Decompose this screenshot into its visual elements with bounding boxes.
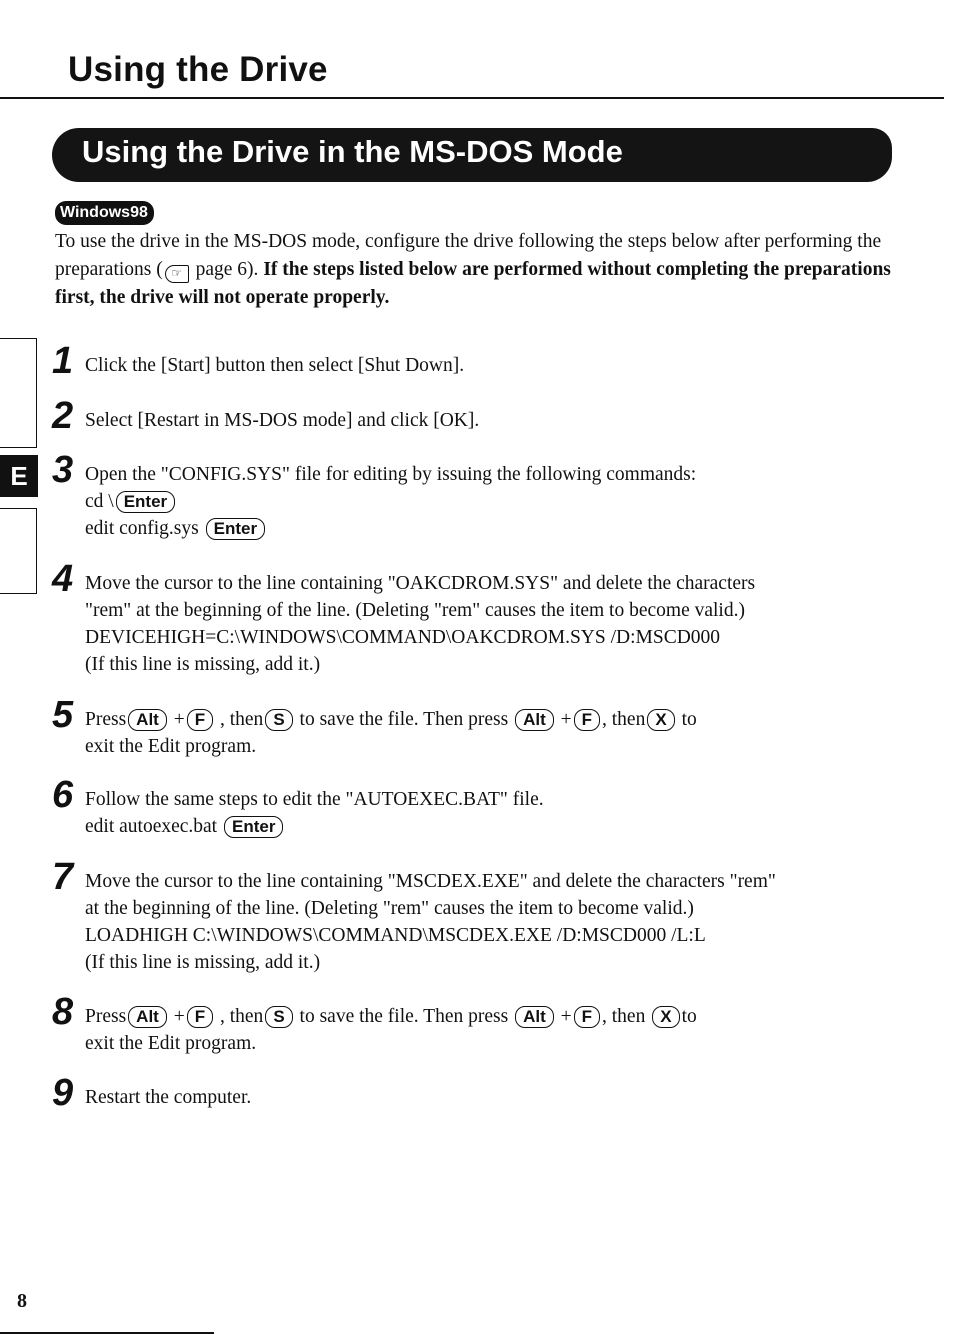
step-number: 8 xyxy=(52,991,74,1033)
plus-text: + xyxy=(560,1006,572,1027)
f-key: F xyxy=(187,1006,213,1028)
x-key: X xyxy=(652,1006,679,1028)
section-title: Using the Drive in the MS-DOS Mode xyxy=(82,134,623,169)
step-number: 2 xyxy=(52,395,74,437)
then-text: , then xyxy=(219,1006,264,1027)
step-text: "rem" at the beginning of the line. (Deleting "rem" causes the item to become valid.) xyxy=(85,600,745,621)
step-1 xyxy=(52,340,902,382)
command-line xyxy=(85,488,902,515)
plus-text: + xyxy=(173,1006,185,1027)
save-text: to save the file. Then press xyxy=(299,1006,509,1027)
step-text: Open the "CONFIG.SYS" file for editing by issuing the following commands: xyxy=(85,464,697,485)
save-text: to save the file. Then press xyxy=(299,709,509,730)
side-bracket-top xyxy=(0,338,37,448)
intro-paragraph xyxy=(55,228,900,312)
plus-text: + xyxy=(560,709,572,730)
step-4 xyxy=(52,558,902,678)
step-text: at the beginning of the line. (Deleting "rem" causes the item to become valid.) xyxy=(85,898,694,919)
step-note: (If this line is missing, add it.) xyxy=(85,654,321,675)
step-text: Select [Restart in MS-DOS mode] and click [OK]. xyxy=(85,410,480,431)
side-tab-e: E xyxy=(0,455,38,497)
command-text: edit config.sys xyxy=(85,518,199,539)
f-key: F xyxy=(574,709,600,731)
config-line: DEVICEHIGH=C:\WINDOWS\COMMAND\OAKCDROM.SYS /D:MSCD000 xyxy=(85,627,721,648)
page-reference-icon: ☞ xyxy=(165,265,189,283)
step-number: 9 xyxy=(52,1072,74,1114)
step-9 xyxy=(52,1072,902,1114)
page-title: Using the Drive xyxy=(68,50,328,89)
step-number: 4 xyxy=(52,558,74,600)
step-number: 6 xyxy=(52,774,74,816)
press-text: Press xyxy=(85,709,127,730)
step-7 xyxy=(52,856,902,976)
alt-key: Alt xyxy=(128,1006,167,1028)
step-number: 1 xyxy=(52,340,74,382)
key-instruction xyxy=(85,706,902,733)
enter-key: Enter xyxy=(206,518,265,540)
config-line: LOADHIGH C:\WINDOWS\COMMAND\MSCDEX.EXE /D:MSCD000 /L:L xyxy=(85,925,706,946)
s-key: S xyxy=(265,709,292,731)
to-text: to xyxy=(681,709,697,730)
step-text: Move the cursor to the line containing "MSCDEX.EXE" and delete the characters "rem" xyxy=(85,871,776,892)
section-banner xyxy=(52,128,892,182)
alt-key: Alt xyxy=(515,1006,554,1028)
command-text: edit autoexec.bat xyxy=(85,816,218,837)
then-text: , then xyxy=(219,709,264,730)
step-text: Move the cursor to the line containing "OAKCDROM.SYS" and delete the characters xyxy=(85,573,756,594)
step-number: 3 xyxy=(52,449,74,491)
step-text: Follow the same steps to edit the "AUTOEXEC.BAT" file. xyxy=(85,789,544,810)
step-number: 7 xyxy=(52,856,74,898)
f-key: F xyxy=(574,1006,600,1028)
command-line xyxy=(85,515,902,542)
step-number: 5 xyxy=(52,694,74,736)
plus-text: + xyxy=(173,709,185,730)
windows98-badge: Windows98 xyxy=(55,201,154,225)
step-note: (If this line is missing, add it.) xyxy=(85,952,321,973)
f-key: F xyxy=(187,709,213,731)
then-text: , then xyxy=(602,709,646,730)
enter-key: Enter xyxy=(224,816,283,838)
key-instruction xyxy=(85,1003,902,1030)
then-text: , then xyxy=(602,1006,646,1027)
step-text: Click the [Start] button then select [Shut Down]. xyxy=(85,355,465,376)
to-text: to xyxy=(681,1006,697,1027)
step-text: exit the Edit program. xyxy=(85,736,257,757)
enter-key: Enter xyxy=(116,491,175,513)
step-3 xyxy=(52,449,902,542)
step-6 xyxy=(52,774,902,840)
step-text: Restart the computer. xyxy=(85,1087,252,1108)
intro-text-1: To use the drive in the MS-DOS mode, configure the drive following the steps below after performing the preparations ( xyxy=(55,231,882,280)
x-key: X xyxy=(647,709,674,731)
intro-warning: If the steps listed below are performed without completing the preparations first, the drive will not operate properly. xyxy=(55,259,891,308)
title-rule xyxy=(0,97,944,99)
s-key: S xyxy=(265,1006,292,1028)
press-text: Press xyxy=(85,1006,127,1027)
alt-key: Alt xyxy=(515,709,554,731)
page-number: 8 xyxy=(17,1290,27,1312)
step-5 xyxy=(52,694,902,760)
step-8 xyxy=(52,991,902,1057)
side-bracket-bottom xyxy=(0,508,37,594)
step-2 xyxy=(52,395,902,437)
footer-rule xyxy=(0,1332,214,1334)
intro-text-2: page 6). xyxy=(190,259,264,280)
step-text: exit the Edit program. xyxy=(85,1033,257,1054)
alt-key: Alt xyxy=(128,709,167,731)
command-line xyxy=(85,813,902,840)
command-text: cd \ xyxy=(85,491,114,512)
